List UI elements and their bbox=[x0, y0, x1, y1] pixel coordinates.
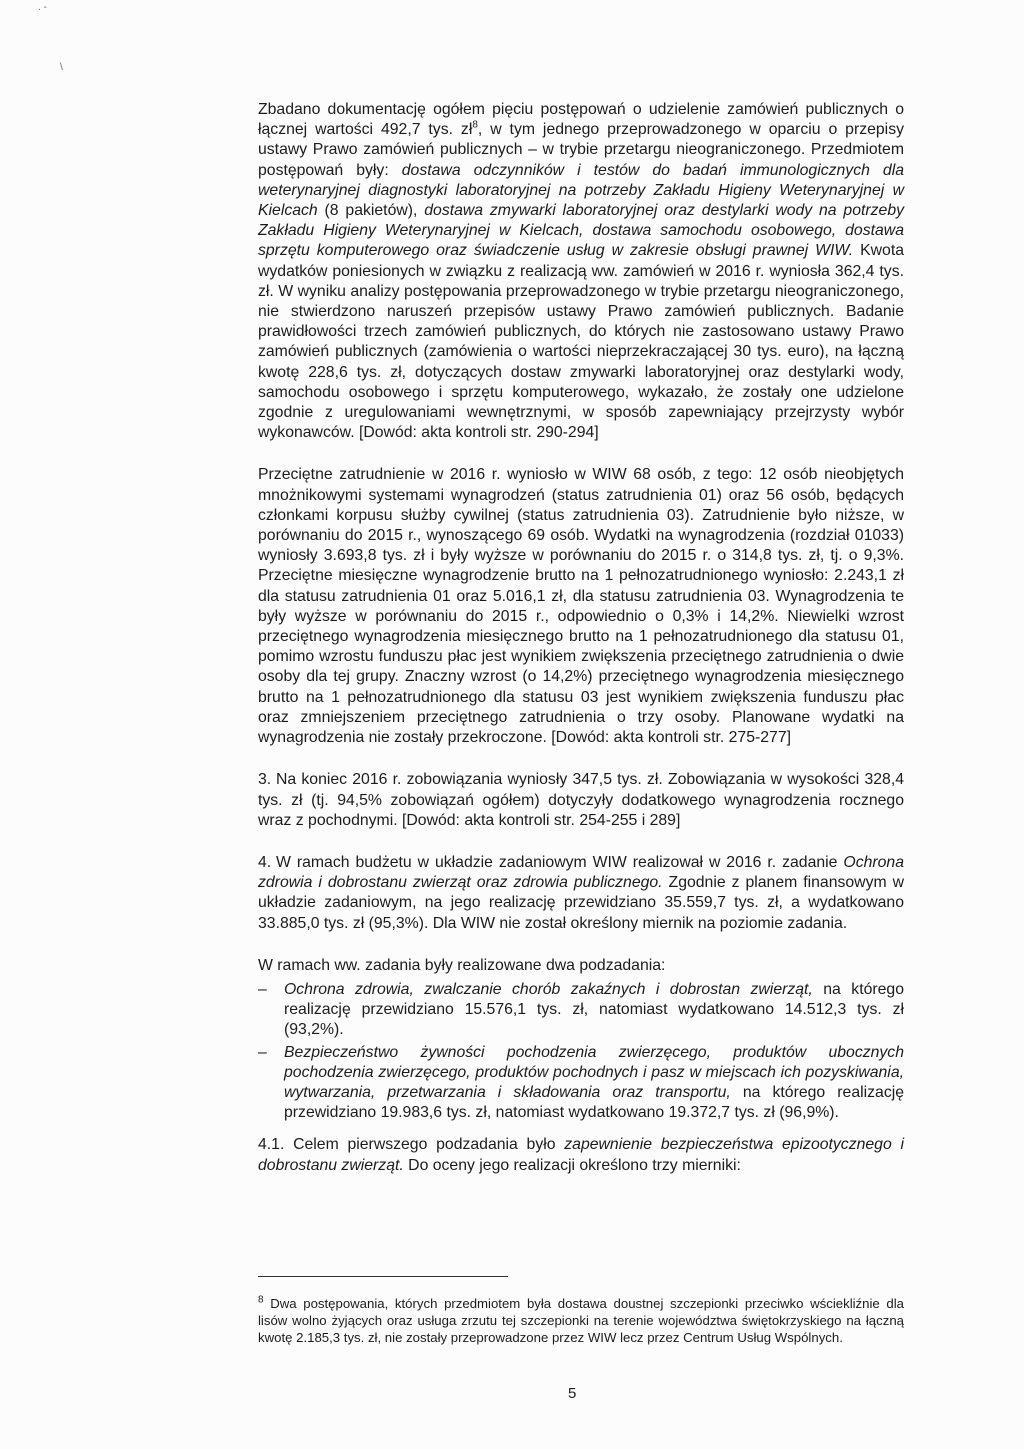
list-item bbox=[258, 1043, 904, 1124]
italic-text: zapewnienie bezpieczeństwa epizootycznego i dobrostanu zwierząt. bbox=[258, 1136, 904, 1174]
text: Do oceny jego realizacji określono trzy mierniki: bbox=[403, 1156, 741, 1174]
paragraph-employment: Przeciętne zatrudnienie w 2016 r. wyniosło w WIW 68 osób, z tego: 12 osób nieobjętych mnożnikowymi systemami wynagrodzeń (status zatrudnienia 01) oraz 56 osób, będących członkami korpusu służby cywilnej (status zatrudnienia 03). Zatrudnienie było niższe, w porównaniu do 2015 r., wynoszącego 69 osób. Wydatki na wynagrodzenia (rozdział 01033) wyniosły 3.693,8 tys. zł i były wyższe w porównaniu do 2015 r. o 314,8 tys. zł, tj. o 9,3%. Przeciętne miesięczne wynagrodzenie brutto na 1 pełnozatrudnionego wyniosło: 2.243,1 zł dla statusu zatrudnienia 01 oraz 5.016,1 zł, dla statusu zatrudnienia 03. Wynagrodzenia te były wyższe w porównaniu do 2015 r., odpowiednio o 0,3% i 14,2%. Niewielki wzrost przeciętnego wynagrodzenia miesięcznego brutto na 1 pełnozatrudnionego dla statusu 01, pomimo wzrostu funduszu płac jest wynikiem zwiększenia przeciętnego zatrudnienia o dwie osoby dla tej grupy. Znaczny wzrost (o 14,2%) przeciętnego wynagrodzenia miesięcznego brutto na 1 pełnozatrudnionego dla statusu 03 jest wynikiem zwiększenia funduszu płac oraz zmniejszeniem przeciętnego zatrudnienia o trzy osoby. Planowane wydatki na wynagrodzenia nie zostały przekroczone. [Dowód: akta kontroli str. 275-277] bbox=[258, 466, 904, 747]
italic-text: Ochrona zdrowia i dobrostanu zwierząt oraz zdrowia publicznego. bbox=[258, 853, 904, 892]
paragraph-number: 4. bbox=[258, 853, 272, 871]
text: Na koniec 2016 r. zobowiązania wyniosły 347,5 tys. zł. Zobowiązania w wysokości 328,4 tys. zł (tj. 94,5% zobowiązań ogółem) dotyczyły dodatkowego wynagrodzenia rocznego wraz z pochodnymi. [Dowód: akta kontroli str. 254-255 i 289] bbox=[258, 771, 904, 829]
paragraph-liabilities bbox=[258, 770, 904, 831]
text: Kwota wydatków poniesionych w związku z realizacją ww. zamówień w 2016 r. wyniosła 362,4 tys. zł. W wyniku analizy postępowania przeprowadzonego w trybie przetargu nieograniczonego, nie stwierdzono naruszeń przepisów ustawy Prawo zamówień publicznych. Badanie prawidłowości trzech zamówień publicznych, do których nie zastosowano ustawy Prawo zamówień publicznych (zamówienia o wartości nieprzekraczającej 30 tys. euro), na łączną kwotę 228,6 tys. zł, dotyczących dostaw zmywarki laboratoryjnej oraz destylarki wody, samochodu osobowego i sprzętu komputerowego, wykazało, że zostały one udzielone zgodnie z uregulowaniami wewnętrznymi, w sposób zapewniający przejrzysty wybór wykonawców. [Dowód: akta kontroli str. 290-294] bbox=[258, 242, 905, 442]
subtasks-list bbox=[258, 980, 904, 1123]
italic-text: Bezpieczeństwo żywności pochodzenia zwierzęcego, produktów ubocznych pochodzenia zwierzęcego, produktów pochodnych i pasz w miejscach ich pozyskiwania, wytwarzania, przetwarzania i składowania oraz transportu, bbox=[284, 1043, 904, 1101]
paragraph-first-subtask bbox=[258, 1135, 904, 1175]
paragraph-budget-task bbox=[258, 853, 904, 934]
document-body bbox=[258, 100, 904, 1185]
text: na którego realizację przewidziano 19.983,6 tys. zł, natomiast wydatkowano 19.372,7 tys. zł (96,9%). bbox=[284, 1083, 905, 1122]
italic-text: Ochrona zdrowia, zwalczanie chorób zakaźnych i dobrostan zwierząt, bbox=[284, 980, 813, 998]
footnote-number: 8 bbox=[258, 1294, 264, 1306]
dash-bullet: – bbox=[258, 1043, 267, 1061]
footnote bbox=[258, 1295, 904, 1346]
text: , w tym jednego przeprowadzonego w oparciu o przepisy ustawy Prawo zamówień publicznych – w trybie przetargu nieograniczonego. Przedmiotem postępowań były: bbox=[258, 121, 904, 179]
text: Celem pierwszego podzadania było bbox=[284, 1136, 565, 1154]
dash-bullet: – bbox=[258, 980, 267, 998]
italic-text: dostawa zmywarki laboratoryjnej oraz destylarki wody na potrzeby Zakładu Higieny Weterynaryjnej w Kielcach, dostawa samochodu osobowego, dostawa sprzętu komputerowego oraz świadczenie usług w zakresie obsługi prawnej WIW. bbox=[258, 202, 905, 260]
italic-text: dostawa odczynników i testów do badań immunologicznych dla weterynaryjnej diagnostyki laboratoryjnej na potrzeby Zakładu Higieny Weterynaryjnej w Kielcach bbox=[258, 161, 905, 220]
text: (8 pakietów), bbox=[317, 202, 425, 220]
footnote-separator bbox=[258, 1276, 508, 1277]
text: na którego realizację przewidziano 15.576,1 tys. zł, natomiast wydatkowano 14.512,3 tys. zł (93,2%). bbox=[284, 980, 904, 1039]
paragraph-procurement bbox=[258, 100, 904, 443]
footnote-ref: 8 bbox=[472, 119, 478, 131]
scan-mark-top: . - bbox=[38, 2, 47, 13]
text: W ramach budżetu w układzie zadaniowym WIW realizował w 2016 r. zadanie bbox=[276, 853, 844, 871]
page-number: 5 bbox=[568, 1385, 577, 1402]
paragraph-number: 4.1. bbox=[258, 1136, 285, 1154]
footnote-text: Dwa postępowania, których przedmiotem była dostawa doustnej szczepionki przeciwko wściekliźnie dla lisów wolno żyjących oraz usługa zrzutu tej szczepionki na terenie województwa świętokrzyskiego na łączną kwotę 2.185,3 tys. zł, nie zostały przeprowadzone przez WIW lecz przez Centrum Usług Wspólnych. bbox=[258, 1296, 904, 1345]
scan-mark-left: \ bbox=[60, 62, 63, 73]
list-item bbox=[258, 980, 904, 1041]
text: Zbadano dokumentację ogółem pięciu postępowań o udzielenie zamówień publicznych o łącznej wartości 492,7 tys. zł bbox=[258, 101, 904, 139]
paragraph-number: 3. bbox=[258, 771, 272, 789]
text: Zgodnie z planem finansowym w układzie zadaniowym, na jego realizację przewidziano 35.559,7 tys. zł, a wydatkowano 33.885,0 tys. zł (95,3%). Dla WIW nie został określony miernik na poziomie zadania. bbox=[258, 874, 904, 932]
paragraph-subtasks-intro: W ramach ww. zadania były realizowane dwa podzadania: bbox=[258, 956, 666, 974]
